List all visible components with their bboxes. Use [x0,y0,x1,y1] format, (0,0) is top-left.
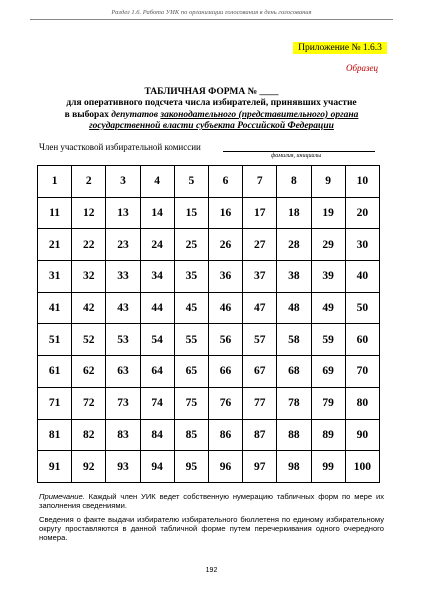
grid-row [38,166,380,198]
grid-cell[interactable]: 22 [72,229,106,261]
grid-cell[interactable]: 67 [243,356,277,388]
grid-cell[interactable]: 68 [277,356,311,388]
grid-cell[interactable]: 32 [72,261,106,293]
note-text-1: Каждый член УИК ведет собственную нумерацию табличных форм по мере их заполнения сведениями. [39,492,384,511]
grid-cell[interactable]: 72 [72,387,106,419]
grid-cell[interactable]: 76 [208,387,242,419]
grid-cell[interactable]: 33 [106,261,140,293]
grid-cell[interactable]: 17 [243,197,277,229]
grid-cell[interactable]: 20 [345,197,379,229]
grid-cell[interactable]: 99 [311,451,345,483]
grid-cell[interactable]: 35 [174,261,208,293]
grid-cell[interactable]: 64 [140,356,174,388]
grid-cell[interactable]: 19 [311,197,345,229]
grid-cell[interactable]: 58 [277,324,311,356]
grid-cell[interactable]: 12 [72,197,106,229]
grid-cell[interactable]: 42 [72,292,106,324]
grid-row [38,197,380,229]
grid-cell[interactable]: 1 [38,166,72,198]
member-caption: фамилия, инициалы [271,153,322,159]
grid-cell[interactable]: 75 [174,387,208,419]
subtitle-body: законодательного (представительного) органа [160,110,359,120]
grid-cell[interactable]: 87 [243,419,277,451]
note-paragraph-1 [39,492,384,510]
grid-cell[interactable]: 50 [345,292,379,324]
grid-cell[interactable]: 96 [208,451,242,483]
grid-cell[interactable]: 44 [140,292,174,324]
note-label: Примечание. [39,492,85,501]
grid-cell[interactable]: 61 [38,356,72,388]
grid-cell[interactable]: 11 [38,197,72,229]
form-subtitle-line-3: государственной власти субъекта Российской Федерации [89,121,334,131]
grid-cell[interactable]: 65 [174,356,208,388]
grid-row [38,387,380,419]
grid-cell[interactable]: 57 [243,324,277,356]
grid-cell[interactable]: 82 [72,419,106,451]
appendix-label: Приложение № 1.6.3 [293,42,387,54]
grid-cell[interactable]: 10 [345,166,379,198]
grid-cell[interactable]: 73 [106,387,140,419]
grid-cell[interactable]: 71 [38,387,72,419]
form-subtitle-line-1: для оперативного подсчета числа избирателей, принявших участие [66,98,357,108]
grid-cell[interactable]: 16 [208,197,242,229]
sample-label: Образец [346,63,379,73]
grid-cell[interactable]: 39 [311,261,345,293]
grid-cell[interactable]: 86 [208,419,242,451]
grid-cell[interactable]: 56 [208,324,242,356]
grid-row [38,419,380,451]
grid-cell[interactable]: 30 [345,229,379,261]
grid-cell[interactable]: 48 [277,292,311,324]
grid-cell[interactable]: 97 [243,451,277,483]
grid-cell[interactable]: 62 [72,356,106,388]
grid-cell[interactable]: 49 [311,292,345,324]
grid-row [38,292,380,324]
running-header: Раздел 1.6. Работа УИК по организации голосования в день голосования [111,9,312,16]
grid-cell[interactable]: 70 [345,356,379,388]
grid-cell[interactable]: 26 [208,229,242,261]
grid-cell[interactable]: 95 [174,451,208,483]
grid-cell[interactable]: 83 [106,419,140,451]
grid-cell[interactable]: 5 [174,166,208,198]
grid-cell[interactable]: 46 [208,292,242,324]
grid-cell[interactable]: 98 [277,451,311,483]
grid-cell[interactable]: 79 [311,387,345,419]
grid-cell[interactable]: 66 [208,356,242,388]
grid-cell[interactable]: 2 [72,166,106,198]
grid-cell[interactable]: 89 [311,419,345,451]
grid-cell[interactable]: 7 [243,166,277,198]
grid-cell[interactable]: 29 [311,229,345,261]
grid-cell[interactable]: 47 [243,292,277,324]
grid-cell[interactable]: 92 [72,451,106,483]
grid-cell[interactable]: 14 [140,197,174,229]
grid-cell[interactable]: 53 [106,324,140,356]
grid-cell[interactable]: 23 [106,229,140,261]
grid-cell[interactable]: 34 [140,261,174,293]
grid-cell[interactable]: 13 [106,197,140,229]
grid-cell[interactable]: 52 [72,324,106,356]
grid-cell[interactable]: 43 [106,292,140,324]
subtitle-deputies: депутатов [111,110,161,120]
grid-cell[interactable]: 94 [140,451,174,483]
grid-cell[interactable]: 6 [208,166,242,198]
form-subtitle-line-2 [0,110,423,121]
grid-cell[interactable]: 36 [208,261,242,293]
grid-cell[interactable]: 88 [277,419,311,451]
grid-cell[interactable]: 3 [106,166,140,198]
grid-cell[interactable]: 74 [140,387,174,419]
grid-row [38,324,380,356]
grid-cell[interactable]: 9 [311,166,345,198]
grid-cell[interactable]: 69 [311,356,345,388]
grid-cell[interactable]: 8 [277,166,311,198]
grid-cell[interactable]: 91 [38,451,72,483]
grid-cell[interactable]: 81 [38,419,72,451]
grid-cell[interactable]: 85 [174,419,208,451]
grid-cell[interactable]: 28 [277,229,311,261]
header-divider [30,19,393,20]
voter-count-grid [37,165,380,483]
form-title: ТАБЛИЧНАЯ ФОРМА № ____ [144,87,279,97]
grid-cell[interactable]: 93 [106,451,140,483]
grid-cell[interactable]: 59 [311,324,345,356]
grid-cell[interactable]: 90 [345,419,379,451]
grid-cell[interactable]: 54 [140,324,174,356]
grid-cell[interactable]: 21 [38,229,72,261]
grid-cell[interactable]: 38 [277,261,311,293]
grid-cell[interactable]: 31 [38,261,72,293]
member-label: Член участковой избирательной комиссии [39,142,201,152]
grid-cell[interactable]: 37 [243,261,277,293]
grid-cell[interactable]: 18 [277,197,311,229]
page-number: 192 [205,567,218,574]
grid-cell[interactable]: 40 [345,261,379,293]
member-signature-line [223,151,375,152]
grid-cell[interactable]: 77 [243,387,277,419]
grid-row [38,261,380,293]
grid-cell[interactable]: 80 [345,387,379,419]
grid-cell[interactable]: 78 [277,387,311,419]
grid-cell[interactable]: 27 [243,229,277,261]
note-paragraph-2: Сведения о факте выдачи избирателю избирательного бюллетеня по единому избирательному округу проставляются в данной табличной форме путем перечеркивания одного очередного номера. [39,515,384,543]
grid-row [38,229,380,261]
grid-cell[interactable]: 84 [140,419,174,451]
grid-row [38,451,380,483]
grid-cell[interactable]: 15 [174,197,208,229]
grid-cell[interactable]: 41 [38,292,72,324]
grid-cell[interactable]: 60 [345,324,379,356]
subtitle-prefix: в выборах [64,110,112,120]
grid-cell[interactable]: 25 [174,229,208,261]
grid-cell[interactable]: 100 [345,451,379,483]
grid-cell[interactable]: 63 [106,356,140,388]
grid-cell[interactable]: 55 [174,324,208,356]
grid-cell[interactable]: 45 [174,292,208,324]
grid-cell[interactable]: 51 [38,324,72,356]
grid-cell[interactable]: 24 [140,229,174,261]
grid-row [38,356,380,388]
grid-cell[interactable]: 4 [140,166,174,198]
